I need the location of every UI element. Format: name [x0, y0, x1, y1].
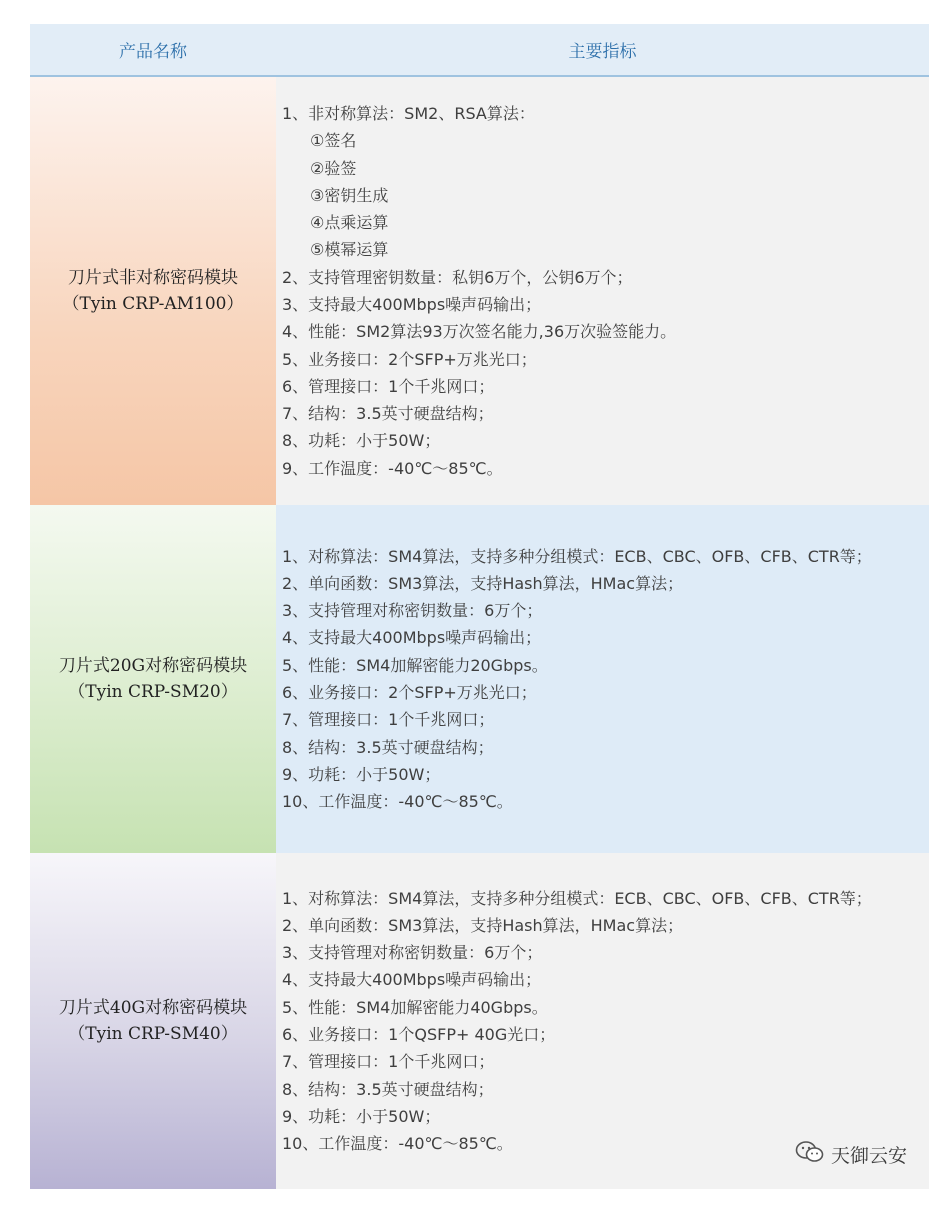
spec-subline: ④点乘运算	[310, 213, 389, 233]
table-header	[30, 24, 929, 77]
spec-line: 2、单向函数：SM3算法，支持Hash算法，HMac算法；	[282, 915, 684, 935]
product-name: 刀片式40G对称密码模块	[58, 998, 248, 1018]
spec-line: 8、结构：3.5英寸硬盘结构；	[282, 1079, 494, 1099]
spec-line: 6、管理接口：1个千兆网口；	[282, 376, 495, 396]
spec-line: 6、业务接口：1个QSFP+ 40G光口；	[282, 1025, 556, 1044]
spec-line: 7、管理接口：1个千兆网口；	[282, 1052, 495, 1072]
spec-line: 3、支持最大400Mbps噪声码输出；	[282, 295, 542, 314]
spec-line: 6、业务接口：2个SFP+万兆光口；	[282, 683, 537, 702]
product-spec-table	[30, 24, 929, 1189]
table-row	[30, 77, 929, 505]
product-model: （Tyin CRP-AM100）	[62, 294, 244, 314]
wechat-icon	[795, 1140, 831, 1169]
product-model: （Tyin CRP-SM40）	[68, 1024, 238, 1044]
spec-line: 9、功耗：小于50W；	[282, 764, 441, 784]
spec-line: 7、结构：3.5英寸硬盘结构；	[282, 404, 494, 424]
spec-subline: ③密钥生成	[310, 185, 389, 205]
spec-line: 7、管理接口：1个千兆网口；	[282, 710, 495, 730]
spec-line: 5、性能：SM4加解密能力40Gbps。	[282, 997, 548, 1017]
spec-line: 4、性能：SM2算法93万次签名能力,36万次验签能力。	[282, 322, 677, 342]
spec-cell	[276, 77, 929, 505]
spec-line: 8、功耗：小于50W；	[282, 431, 441, 451]
wechat-watermark	[795, 1140, 907, 1169]
spec-line: 8、结构：3.5英寸硬盘结构；	[282, 737, 494, 757]
spec-line: 10、工作温度：-40℃～85℃。	[282, 792, 513, 812]
spec-cell	[276, 505, 929, 853]
header-product-name: 产品名称	[119, 42, 187, 62]
spec-line: 3、支持管理对称密钥数量：6万个；	[282, 943, 543, 963]
product-name: 刀片式20G对称密码模块	[58, 656, 248, 676]
spec-line: 10、工作温度：-40℃～85℃。	[282, 1134, 513, 1154]
spec-line: 2、支持管理密钥数量：私钥6万个，公钥6万个；	[282, 267, 633, 287]
spec-cell	[276, 853, 929, 1189]
spec-line: 5、业务接口：2个SFP+万兆光口；	[282, 349, 537, 369]
spec-line: 2、单向函数：SM3算法，支持Hash算法，HMac算法；	[282, 573, 684, 593]
spec-line: 9、功耗：小于50W；	[282, 1106, 441, 1126]
spec-subline: ②验签	[310, 158, 357, 178]
table-row	[30, 853, 929, 1189]
spec-line: 3、支持管理对称密钥数量：6万个；	[282, 601, 543, 621]
product-name-cell	[30, 505, 276, 853]
watermark-text: 天御云安	[830, 1145, 907, 1167]
spec-line: 5、性能：SM4加解密能力20Gbps。	[282, 655, 548, 675]
spec-line: 9、工作温度：-40℃～85℃。	[282, 458, 503, 478]
spec-subline: ⑤模幂运算	[310, 240, 389, 260]
spec-line: 1、对称算法：SM4算法，支持多种分组模式：ECB、CBC、OFB、CFB、CTR等；	[282, 546, 872, 566]
spec-line: 1、对称算法：SM4算法，支持多种分组模式：ECB、CBC、OFB、CFB、CTR等；	[282, 888, 872, 908]
spec-line: 4、支持最大400Mbps噪声码输出；	[282, 628, 542, 648]
product-name-cell	[30, 77, 276, 505]
spec-subline: ①签名	[310, 131, 357, 151]
table-row	[30, 505, 929, 853]
product-name: 刀片式非对称密码模块	[68, 268, 238, 288]
product-name-cell	[30, 853, 276, 1189]
spec-line: 1、非对称算法：SM2、RSA算法：	[282, 103, 535, 123]
product-model: （Tyin CRP-SM20）	[68, 682, 238, 702]
spec-line: 4、支持最大400Mbps噪声码输出；	[282, 970, 542, 990]
header-main-specs: 主要指标	[568, 42, 637, 62]
